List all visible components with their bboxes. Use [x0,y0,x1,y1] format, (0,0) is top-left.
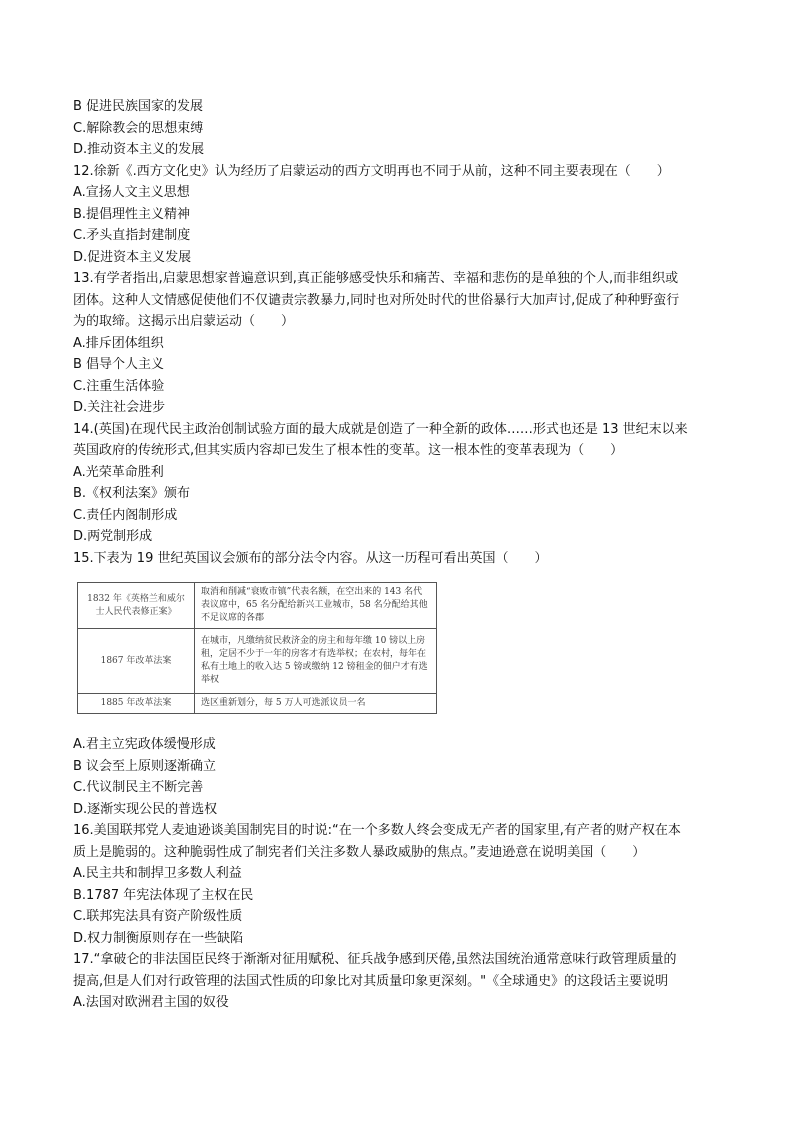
question-12: 12.徐新《.西方文化史》认为经历了启蒙运动的西方文明再也不同于从前，这种不同主要表现在（ ） [73,163,670,179]
text-line: 质上是脆弱的。这种脆弱性成了制宪者们关注多数人暴政威胁的焦点。”麦迪逊意在说明美国（ ） [73,844,646,860]
table-cell-content: 选区重新划分，每 5 万人可选派议员一名 [195,694,437,714]
option-line: D.逐渐实现公民的普选权 [73,801,218,817]
option-line: D.权力制衡原则存在一些缺陷 [73,930,244,946]
table-row [78,583,437,629]
option-line: A.法国对欧洲君主国的奴役 [73,995,229,1010]
table-row [78,629,437,694]
option-line: B.提倡理性主义精神 [73,206,191,222]
question-14: 14.(英国)在现代民主政治创制试验方面的最大成就是创造了一种全新的政体……形式也还是 13 世纪末以来 [73,421,688,437]
option-line: C.联邦宪法具有资产阶级性质 [73,909,243,924]
text-line: C.解除教会的思想束缚 [73,120,204,136]
question-16: 16.美国联邦党人麦迪逊谈美国制宪目的时说:“在一个多数人终会变成无产者的国家里,有产者的财产权在本 [73,823,681,838]
option-line: A.宣扬人文主义思想 [73,185,190,200]
option-line: A.君主立宪政体缓慢形成 [73,737,216,752]
reform-acts-table [77,582,437,714]
table-cell-year: 1885 年改革法案 [78,694,195,714]
option-line: B 议会至上原则逐渐确立 [73,758,217,774]
option-line: A.排斥团体组织 [73,335,164,351]
table-cell-content: 在城市，凡缴纳贫民救济金的房主和每年缴 10 镑以上房租，定居不少于一年的房客才有选举权；在农村，每年在私有土地上的收入达 5 镑或缴纳 12 镑租金的佃户才有选举权 [195,629,437,694]
question-15: 15.下表为 19 世纪英国议会颁布的部分法令内容。从这一历程可看出英国（ ） [73,550,548,566]
text-line: B 促进民族国家的发展 [73,99,204,114]
option-line: D.关注社会进步 [73,400,166,415]
option-line: A.民主共和制捍卫多数人利益 [73,866,242,881]
option-line: C.矛头直指封建制度 [73,228,191,243]
question-17: 17.“拿破仑的非法国臣民终于渐渐对征用赋税、征兵战争感到厌倦,虽然法国统治通常意味行政管理质量的 [73,952,677,967]
option-line: D.两党制形成 [73,529,153,544]
text-line: 为的取缔。这揭示出启蒙运动（ ） [73,314,295,329]
question-13: 13.有学者指出,启蒙思想家普遍意识到,真正能够感受快乐和痛苦、幸福和悲伤的是单独的个人,而非组织或 [73,271,679,286]
option-line: A.光荣革命胜利 [73,464,164,480]
table-cell-year: 1867 年改革法案 [78,629,195,694]
text-line: 英国政府的传统形式,但其实质内容却已发生了根本性的变革。这一根本性的变革表现为（ ） [73,443,624,458]
option-line: C.责任内阁制形成 [73,507,178,523]
table-cell-year: 1832 年《英格兰和威尔士人民代表修正案》 [78,583,195,629]
table-row [78,694,437,714]
text-line: 提高,但是人们对行政管理的法国式性质的印象比对其质量印象更深刻。"《全球通史》的这段话主要说明 [73,973,669,989]
option-line: B 倡导个人主义 [73,357,165,372]
option-line: C.代议制民主不断完善 [73,780,204,795]
text-block-before-table [73,96,723,569]
exam-page-content [73,96,723,1014]
table-cell-content: 取消和削减“衰败市镇”代表名额，在空出来的 143 名代表议席中，65 名分配给新兴工业城市，58 名分配给其他不足议席的各郡 [195,583,437,629]
option-line: C.注重生活体验 [73,378,165,394]
option-line: D.促进资本主义发展 [73,249,192,265]
text-block-after-table [73,734,723,1014]
text-line: 团体。这种人文情感促使他们不仅谴责宗教暴力,同时也对所处时代的世俗暴行大加声讨,促成了种种野蛮行 [73,292,680,308]
option-line: B.1787 年宪法体现了主权在民 [73,887,254,903]
text-line: D.推动资本主义的发展 [73,142,205,157]
option-line: B.《权利法案》颁布 [73,486,191,501]
